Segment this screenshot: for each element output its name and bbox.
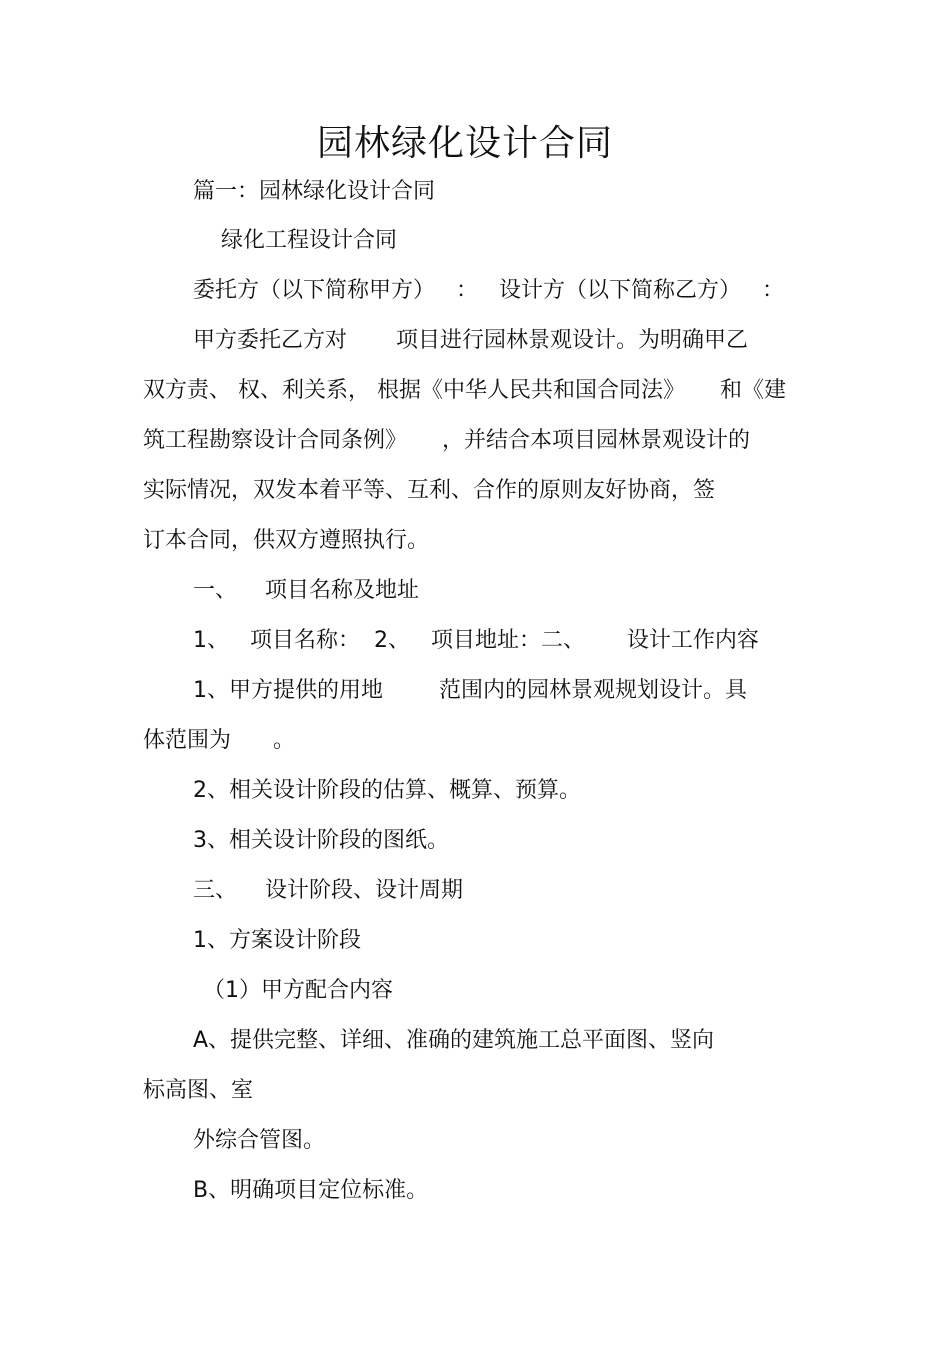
section-heading: 一、 项目名称及地址 <box>193 578 419 603</box>
paragraph-line: 订本合同，供双方遵照执行。 <box>143 528 430 553</box>
paragraph-line: 实际情况，双发本着平等、互利、合作的原则友好协商，签 <box>143 478 716 503</box>
paragraph-line: 体范围为 。 <box>143 728 295 753</box>
paragraph-line: 筑工程勘察设计合同条例》 ，并结合本项目园林景观设计的 <box>143 428 750 453</box>
paragraph-line: 标高图、室 <box>143 1078 254 1103</box>
paragraph-line: 3、相关设计阶段的图纸。 <box>193 828 449 853</box>
document-title: 园林绿化设计合同 <box>316 123 613 164</box>
chapter-heading: 篇一：园林绿化设计合同 <box>193 179 436 204</box>
parties-line: 委托方（以下简称甲方） ： 设计方（以下简称乙方） ： <box>193 278 784 303</box>
paragraph-line: 甲方委托乙方对 项目进行园林景观设计。为明确甲乙 <box>193 328 748 353</box>
paragraph-line: B、明确项目定位标准。 <box>193 1178 429 1203</box>
paragraph-line: 1、方案设计阶段 <box>193 928 361 953</box>
contract-subtitle: 绿化工程设计合同 <box>221 228 398 253</box>
paragraph-line: 1、 项目名称： 2、 项目地址：二、 设计工作内容 <box>193 628 759 653</box>
section-heading: 三、 设计阶段、设计周期 <box>193 878 463 903</box>
paragraph-line: 双方责、 权、利关系， 根据《中华人民共和国合同法》 和《建 <box>143 378 786 403</box>
paragraph-line: 外综合管图。 <box>193 1128 326 1153</box>
paragraph-line: A、提供完整、详细、准确的建筑施工总平面图、竖向 <box>193 1028 715 1053</box>
paragraph-line: 1、甲方提供的用地 范围内的园林景观规划设计。具 <box>193 678 747 703</box>
paragraph-line: 2、相关设计阶段的估算、概算、预算。 <box>193 778 581 803</box>
paragraph-line: （1）甲方配合内容 <box>203 978 393 1003</box>
